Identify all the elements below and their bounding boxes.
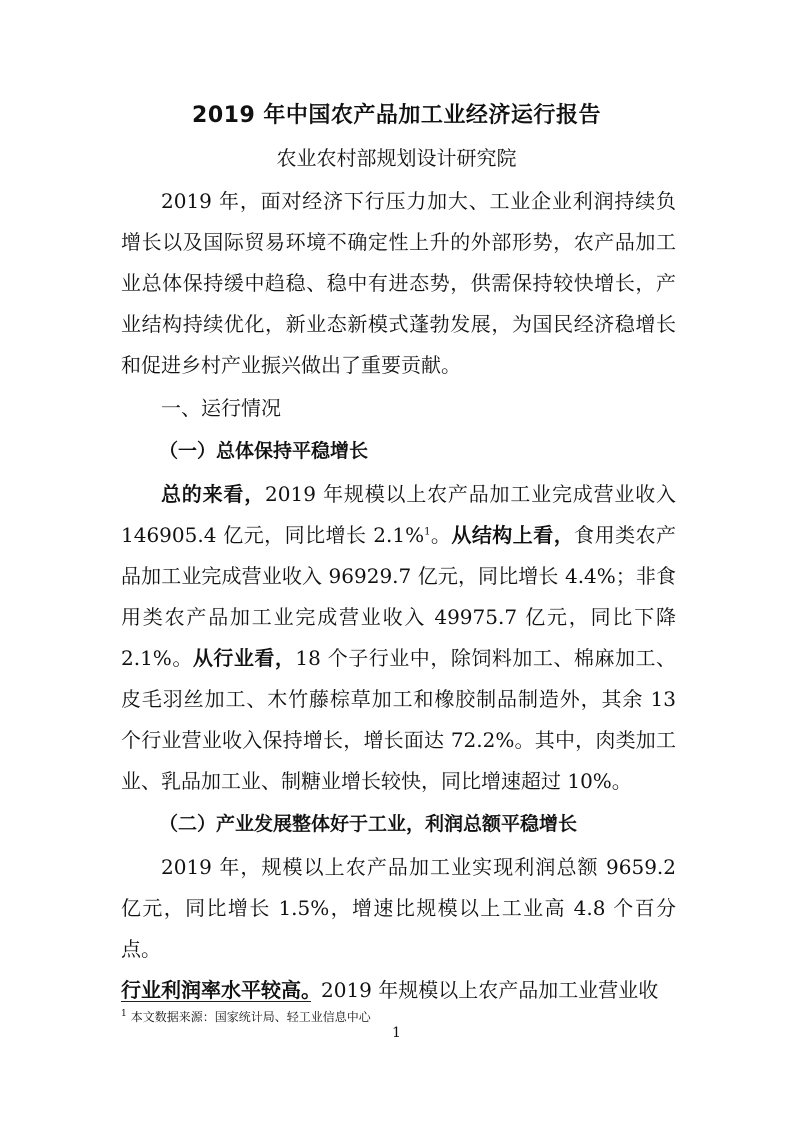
- footnote: [121, 1009, 371, 1025]
- lead-phrase-overall: 总的来看，: [161, 482, 266, 506]
- footnote-text: 本文数据来源：国家统计局、轻工业信息中心: [130, 1010, 371, 1024]
- subsection-heading-1: （一）总体保持平稳增长: [159, 440, 369, 462]
- document-body: [121, 181, 676, 1011]
- paragraph-text: 2019 年规模以上农产品加工业营业收: [321, 978, 659, 1002]
- footnote-reference[interactable]: 1: [424, 526, 431, 538]
- document-title: 2019 年中国农产品加工业经济运行报告: [192, 103, 601, 128]
- paragraph-text: 18 个子行业中，除饲料加工、棉麻加工、皮毛羽丝加工、木竹藤棕草加工和橡胶制品制造外，其余 13 个行业营业收入保持增长，增长面达 72.2%。其中，肉类加工业、乳品加工业、制糖业增长较快，同比增速超过 10%。: [121, 646, 676, 793]
- document-author: 农业农村部规划设计研究院: [276, 146, 517, 170]
- subsection-heading-2: （二）产业发展整体好于工业，利润总额平稳增长: [159, 813, 578, 835]
- page-number: 1: [392, 1025, 401, 1041]
- lead-phrase-industry: 从行业看，: [192, 646, 296, 670]
- footnote-mark: 1: [121, 1009, 127, 1019]
- paragraph-text: 食用类农产品加工业完成营业收入 96929.7 亿元，同比增长 4.4%；非食用类农产品加工业完成营业收入 49975.7 亿元，同比下降 2.1%。: [121, 523, 676, 670]
- paragraph-profit: 2019 年，规模以上农产品加工业实现利润总额 9659.2 亿元，同比增长 1.5%，增速比规模以上工业高 4.8 个百分点。: [121, 855, 676, 961]
- footnote-divider: [121, 1001, 311, 1002]
- lead-phrase-structure: 从结构上看，: [451, 523, 575, 547]
- paragraph-text: 。: [430, 523, 452, 547]
- section-heading-1: 一、运行情况: [161, 396, 281, 420]
- paragraph-overall: [121, 474, 676, 802]
- paragraph-text: 2019 年规模以上农产品加工业完成营业收入 146905.4 亿元，同比增长 2.1%: [121, 482, 676, 547]
- intro-paragraph: 2019 年，面对经济下行压力加大、工业企业利润持续负增长以及国际贸易环境不确定性上升的外部形势，农产品加工业总体保持缓中趋稳、稳中有进态势，供需保持较快增长，产业结构持续优化，新业态新模式蓬勃发展，为国民经济稳增长和促进乡村产业振兴做出了重要贡献。: [121, 189, 676, 377]
- lead-phrase-profit-rate: 行业利润率水平较高。: [121, 978, 321, 1002]
- paragraph-profit-rate: [121, 970, 676, 1011]
